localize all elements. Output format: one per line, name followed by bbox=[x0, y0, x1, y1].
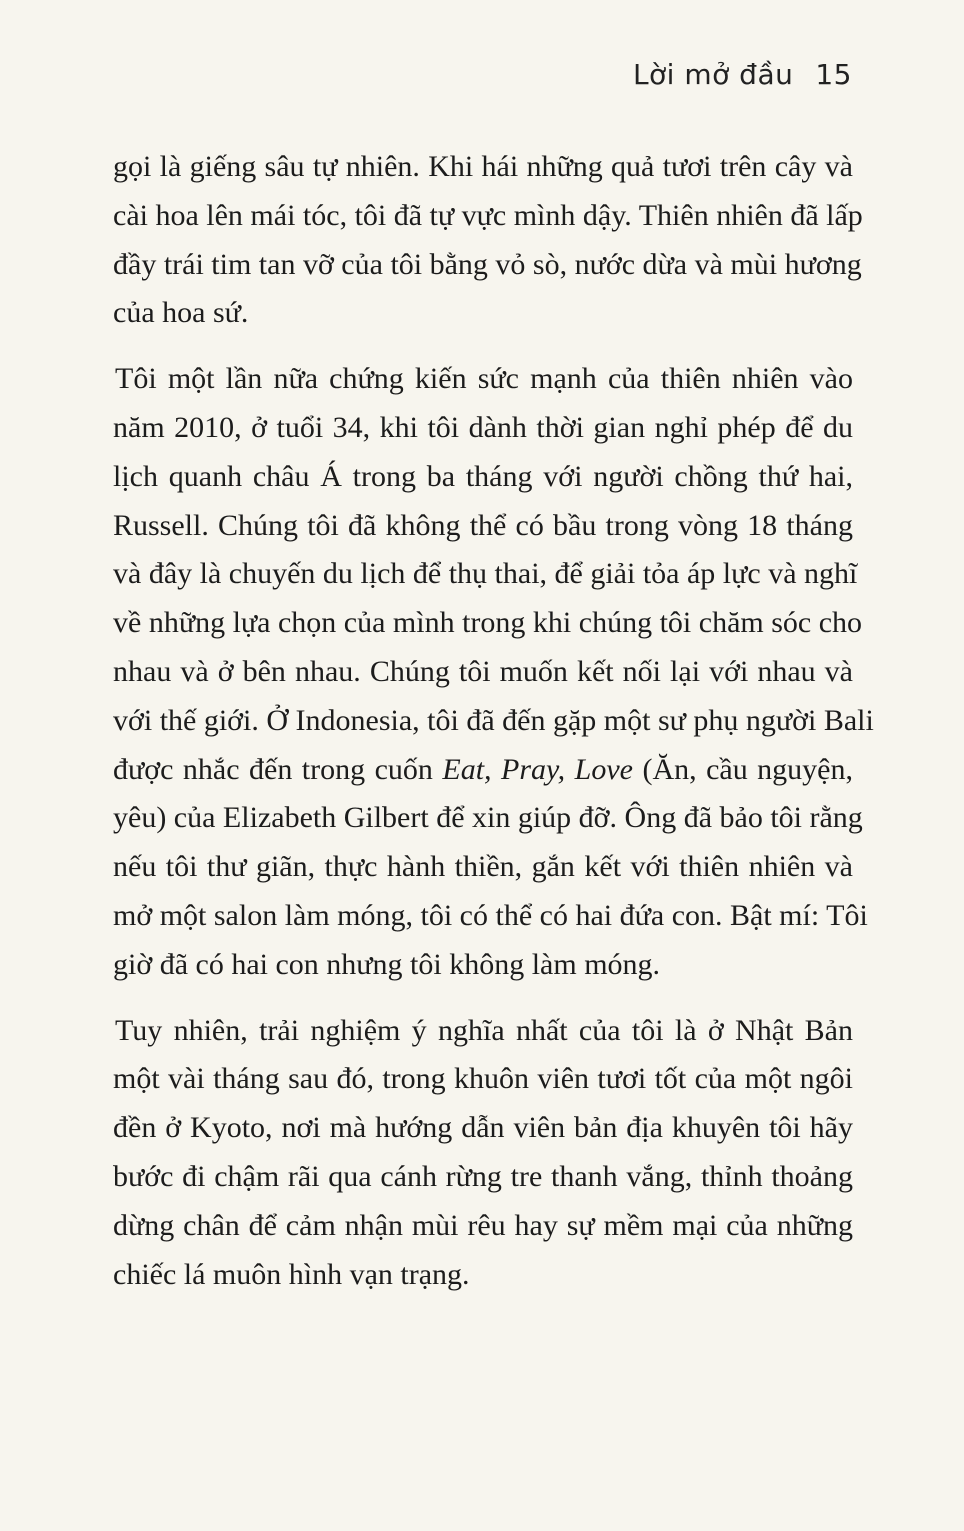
text-fragment: (Ăn, cầu nguyện, bbox=[632, 752, 854, 786]
body-text bbox=[113, 143, 874, 1299]
text-line: của hoa sứ. bbox=[113, 296, 249, 330]
text-line: Tuy nhiên, trải nghiệm ý nghĩa nhất của tôi là ở Nhật Bản bbox=[115, 1013, 853, 1047]
text-fragment: được nhắc đến trong cuốn bbox=[113, 752, 443, 786]
paragraph-spacer bbox=[113, 990, 853, 1007]
text-line: bước đi chậm rãi qua cánh rừng tre thanh vắng, thỉnh thoảng bbox=[113, 1159, 853, 1193]
text-line: đền ở Kyoto, nơi mà hướng dẫn viên bản địa khuyên tôi hãy bbox=[113, 1111, 853, 1145]
text-line: và đây là chuyến du lịch để thụ thai, để giải tỏa áp lực và nghĩ bbox=[113, 557, 858, 591]
text-line: nhau và ở bên nhau. Chúng tôi muốn kết nối lại với nhau và bbox=[113, 654, 853, 688]
text-line: mở một salon làm móng, tôi có thể có hai đứa con. Bật mí: Tôi bbox=[113, 898, 868, 932]
running-header bbox=[633, 58, 852, 91]
text-line: cài hoa lên mái tóc, tôi đã tự vực mình dậy. Thiên nhiên đã lấp bbox=[113, 198, 863, 232]
text-line: yêu) của Elizabeth Gilbert để xin giúp đỡ. Ông đã bảo tôi rằng bbox=[113, 801, 863, 835]
chapter-title: Lời mở đầu bbox=[632, 58, 794, 91]
text-line: Tôi một lần nữa chứng kiến sức mạnh của thiên nhiên vào bbox=[115, 362, 853, 396]
paragraph-3 bbox=[113, 1007, 853, 1300]
paragraph-spacer bbox=[113, 338, 853, 355]
text-line: Russell. Chúng tôi đã không thể có bầu trong vòng 18 tháng bbox=[113, 508, 853, 542]
text-line: giờ đã có hai con nhưng tôi không làm móng. bbox=[113, 947, 661, 981]
text-line-with-book-title bbox=[113, 746, 853, 795]
text-line: nếu tôi thư giãn, thực hành thiền, gắn kết với thiên nhiên và bbox=[113, 850, 853, 884]
text-line: đầy trái tim tan vỡ của tôi bằng vỏ sò, nước dừa và mùi hương bbox=[113, 247, 862, 281]
text-line: gọi là giếng sâu tự nhiên. Khi hái những quả tươi trên cây và bbox=[113, 150, 853, 183]
text-line: một vài tháng sau đó, trong khuôn viên tươi tốt của một ngôi bbox=[113, 1062, 853, 1096]
paragraph-1 bbox=[113, 143, 863, 338]
page-number: 15 bbox=[815, 58, 852, 91]
paragraph-2 bbox=[113, 355, 874, 989]
text-line: với thế giới. Ở Indonesia, tôi đã đến gặp một sư phụ người Bali bbox=[113, 703, 874, 737]
text-line: dừng chân để cảm nhận mùi rêu hay sự mềm mại của những bbox=[113, 1208, 853, 1242]
text-line: chiếc lá muôn hình vạn trạng. bbox=[113, 1257, 470, 1291]
book-title: Eat, Pray, Love bbox=[442, 752, 633, 786]
text-line: năm 2010, ở tuổi 34, khi tôi dành thời gian nghỉ phép để du bbox=[113, 410, 853, 444]
text-line: lịch quanh châu Á trong ba tháng với người chồng thứ hai, bbox=[113, 459, 853, 493]
text-line: về những lựa chọn của mình trong khi chúng tôi chăm sóc cho bbox=[113, 606, 863, 640]
